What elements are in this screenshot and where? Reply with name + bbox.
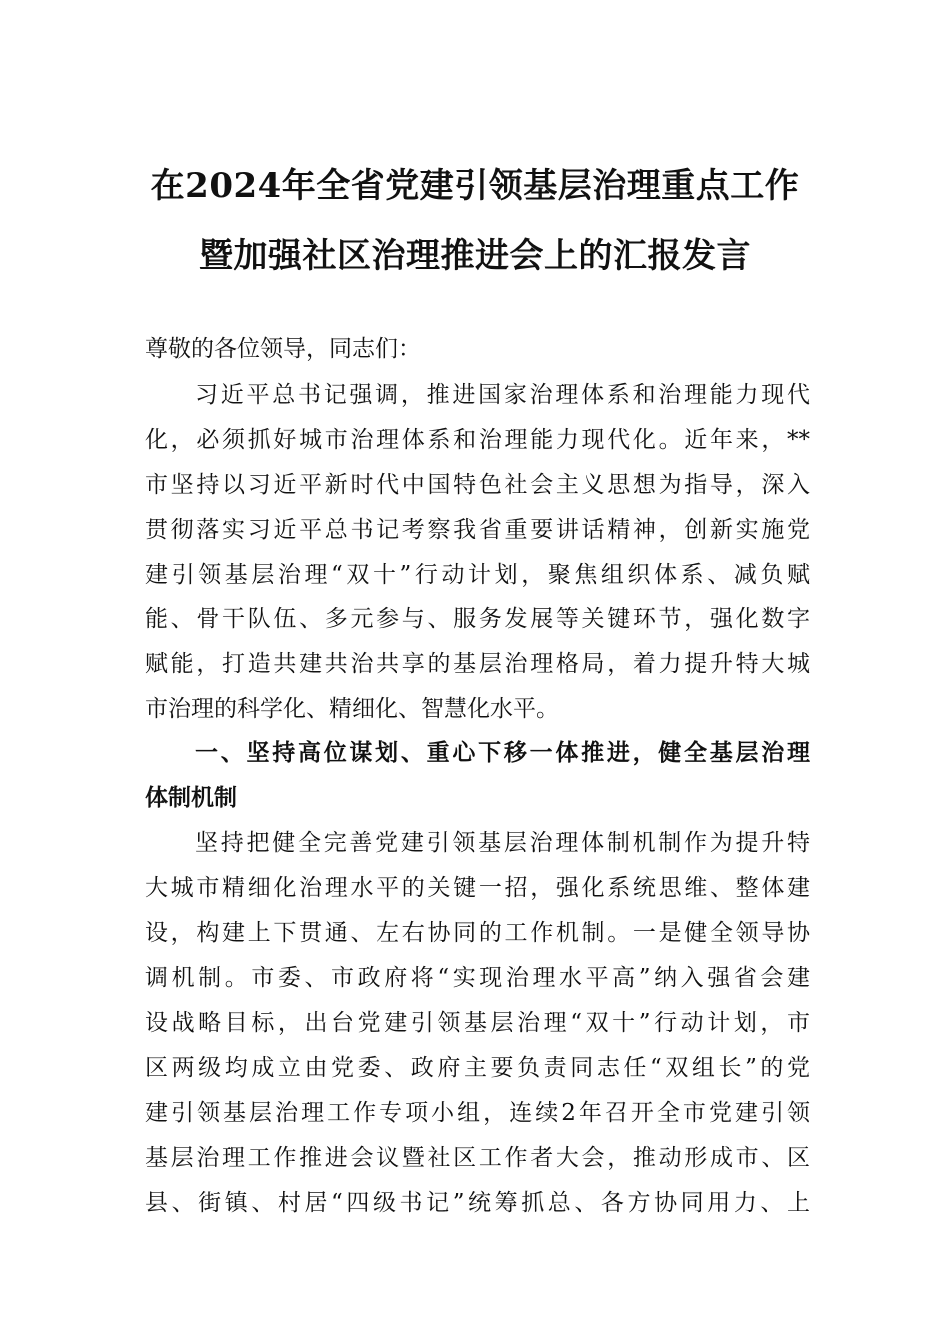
body-line: 基层治理工作推进会议暨社区工作者大会，推动形成市、区 <box>145 1145 810 1171</box>
section-heading-line: 一、坚持高位谋划、重心下移一体推进，健全基层治理 <box>195 740 810 766</box>
body-line: 设，构建上下贯通、左右协同的工作机制。一是健全领导协 <box>145 920 810 946</box>
intro-line: 建引领基层治理“双十”行动计划，聚焦组织体系、减负赋 <box>145 562 810 588</box>
intro-line: 贯彻落实习近平总书记考察我省重要讲话精神，创新实施党 <box>145 517 810 543</box>
intro-line: 赋能，打造共建共治共享的基层治理格局，着力提升特大城 <box>145 651 810 677</box>
body-line: 坚持把健全完善党建引领基层治理体制机制作为提升特 <box>195 830 810 856</box>
intro-line: 市坚持以习近平新时代中国特色社会主义思想为指导，深入 <box>145 472 810 498</box>
salutation: 尊敬的各位领导，同志们： <box>145 336 421 362</box>
body-line: 大城市精细化治理水平的关键一招，强化系统思维、整体建 <box>145 875 810 901</box>
section-heading-line: 体制机制 <box>145 785 237 811</box>
document-title-line-2: 暨加强社区治理推进会上的汇报发言 <box>199 236 751 276</box>
intro-line: 化，必须抓好城市治理体系和治理能力现代化。近年来，** <box>145 427 810 453</box>
body-line: 县、街镇、村居“四级书记”统筹抓总、各方协同用力、上 <box>145 1190 810 1216</box>
body-line: 区两级均成立由党委、政府主要负责同志任“双组长”的党 <box>145 1055 810 1081</box>
intro-line: 能、骨干队伍、多元参与、服务发展等关键环节，强化数字 <box>145 606 810 632</box>
body-line: 调机制。市委、市政府将“实现治理水平高”纳入强省会建 <box>145 965 810 991</box>
body-line: 建引领基层治理工作专项小组，连续2年召开全市党建引领 <box>145 1100 810 1126</box>
intro-line: 习近平总书记强调，推进国家治理体系和治理能力现代 <box>195 382 810 408</box>
intro-line: 市治理的科学化、精细化、智慧化水平。 <box>145 696 559 722</box>
body-line: 设战略目标，出台党建引领基层治理“双十”行动计划，市 <box>145 1010 810 1036</box>
document-title-line-1: 在2024年全省党建引领基层治理重点工作 <box>150 166 800 206</box>
